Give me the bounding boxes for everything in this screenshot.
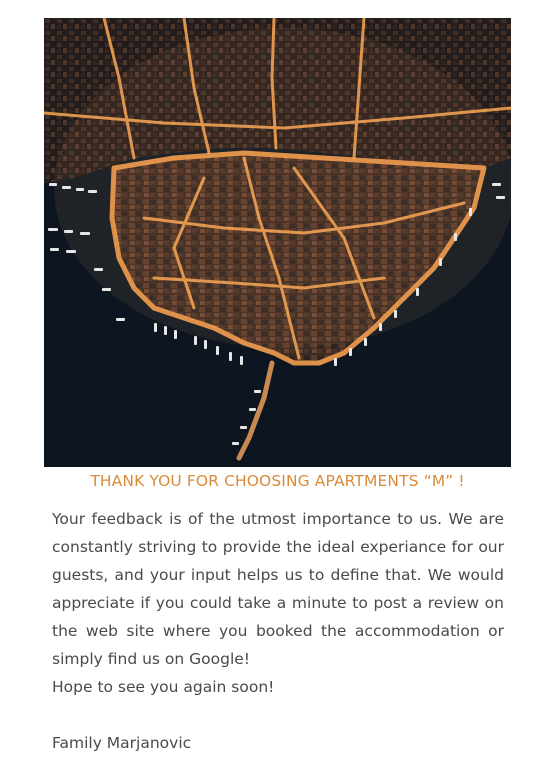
signature: Family Marjanovic: [52, 734, 192, 752]
aerial-town-illustration: [44, 18, 511, 467]
feedback-paragraph: Your feedback is of the utmost importance to us. We are constantly striving to provide the ideal experiance for our guests, and your input helps us to define that. We would appreciate if you could take a minute to post a review on the web site where you booked the accommodation or simply find us on Google!: [52, 510, 504, 668]
thank-you-heading: THANK YOU FOR CHOOSING APARTMENTS “M” !: [90, 472, 465, 490]
closing-line: Hope to see you again soon!: [52, 678, 275, 696]
hero-aerial-photo: [44, 18, 511, 467]
city-glow: [54, 28, 511, 348]
